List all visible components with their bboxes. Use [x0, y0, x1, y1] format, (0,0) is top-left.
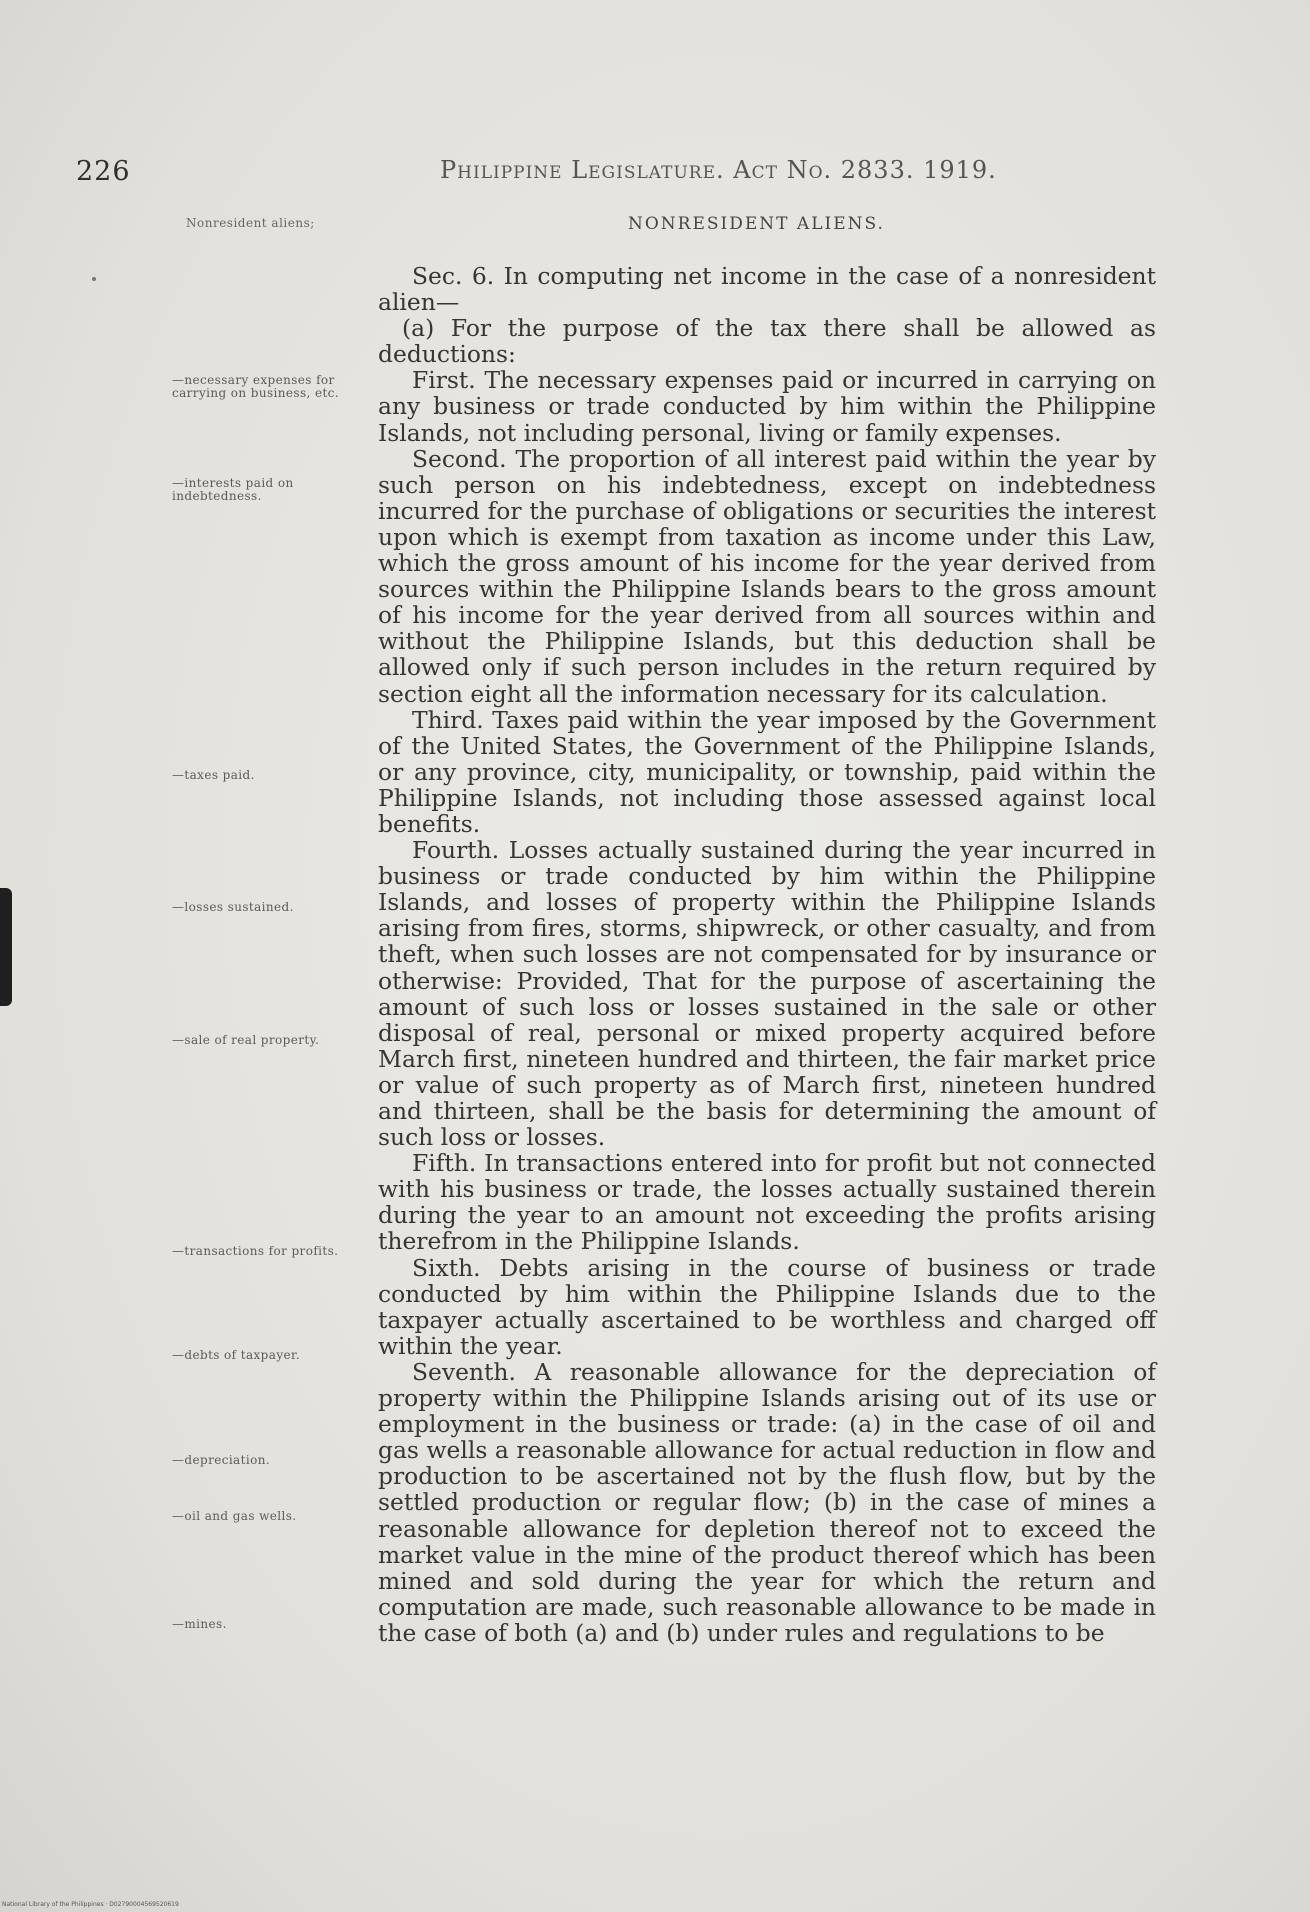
paragraph-seventh: Seventh. A reasonable allowance for the depreciation of property within the Philippine Islands arising out of its use or employment in the business or trade: (a) in the case of oil and gas wells a reasonable allowance for actual reduction in flow and production to be ascertained not by the flush flow, but by the settled production or regular flow; (b) in the case of mines a reasonable allowance for depletion thereof not to exceed the market value in the mine of the product thereof which has been mined and sold during the year for which the return and computation are made, such reasonable allowance to be made in the case of both (a) and (b) under rules and regulations to be	[378, 1357, 1156, 1647]
paragraph-fourth: Fourth. Losses actually sustained during the year incurred in business or trade conducted by him within the Philippine Islands, and losses of property within the Philippine Islands arising from fires, storms, shipwreck, or other casualty, and from theft, when such losses are not compensated for by insurance or otherwise: Provided, That for the purpose of ascertaining the amount of such loss or losses sustained in the sale or other disposal of real, personal or mixed property acquired before March first, nineteen hundred and thirteen, the fair market price or value of such property as of March first, nineteen hundred and thirteen, shall be the basis for determining the amount of such loss or losses.	[378, 836, 1156, 1152]
side-note-necessary-expenses: —necessary expenses for carrying on business, etc.	[172, 373, 339, 400]
paragraph-third: Third. Taxes paid within the year imposed by the Government of the United States, the Government of the Philippine Islands, or any province, city, municipality, or township, paid within the Philippine Islands, not including those assessed against local benefits.	[378, 705, 1156, 838]
side-note-sale-of-real-property: —sale of real property.	[172, 1033, 320, 1047]
section-heading: NONRESIDENT ALIENS.	[628, 214, 885, 234]
side-note-transactions-for-profits: —transactions for profits.	[172, 1244, 339, 1258]
side-note-mines: —mines.	[172, 1617, 227, 1631]
paragraph-second: Second. The proportion of all interest paid within the year by such person on his indebtedness, except on indebtedness incurred for the purchase of obligations or securities the interest upon which is exempt from taxation as income under this Law, which the gross amount of his income for the year derived from sources within the Philippine Islands bears to the gross amount of his income for the year derived from all sources within and without the Philippine Islands, but this deduction shall be allowed only if such person includes in the return required by section eight all the information necessary for its calculation.	[378, 444, 1156, 708]
running-head: Philippine Legislature. Act No. 2833. 1919.	[440, 156, 997, 184]
paragraph-sixth: Sixth. Debts arising in the course of business or trade conducted by him within the Philippine Islands due to the taxpayer actually ascertained to be worthless and charged off within the year.	[378, 1253, 1156, 1360]
side-note-losses-sustained: —losses sustained.	[172, 900, 294, 914]
binding-edge-shadow	[0, 888, 12, 1006]
side-note-debts-of-taxpayer: —debts of taxpayer.	[172, 1348, 301, 1362]
paragraph-section-intro: Sec. 6. In computing net income in the case of a nonresident alien—	[378, 262, 1156, 317]
scan-speck	[92, 277, 96, 281]
side-note-taxes-paid: —taxes paid.	[172, 768, 255, 782]
margin-title: Nonresident aliens;	[186, 216, 315, 230]
side-note-oil-and-gas-wells: —oil and gas wells.	[172, 1509, 297, 1523]
paragraph-fifth: Fifth. In transactions entered into for profit but not connected with his business or trade, the losses actually sustained therein during the year to an amount not exceeding the profits arising therefrom in the Philippine Islands.	[378, 1149, 1156, 1256]
paragraph-clause-a: (a) For the purpose of the tax there shall be allowed as deductions:	[378, 314, 1156, 369]
scan-credit: National Library of the Philippines · D02790004569520619	[2, 1901, 179, 1908]
body-text	[378, 263, 1156, 1646]
page-number: 226	[76, 156, 131, 187]
side-note-depreciation: —depreciation.	[172, 1453, 271, 1467]
paragraph-first: First. The necessary expenses paid or incurred in carrying on any business or trade conducted by him within the Philippine Islands, not including personal, living or family expenses.	[378, 366, 1156, 447]
side-note-interests-paid: —interests paid on indebtedness.	[172, 476, 294, 503]
